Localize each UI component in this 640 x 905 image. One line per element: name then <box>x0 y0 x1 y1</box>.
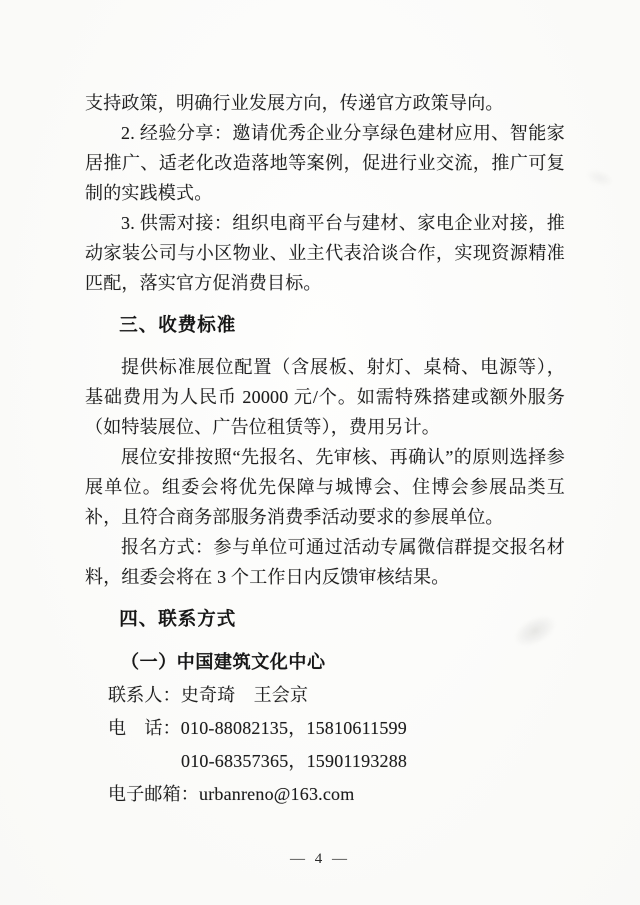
contact-email-line: 电子邮箱：urbanreno@163.com <box>108 784 355 804</box>
heading-fee-standard: 三、收费标准 <box>119 314 237 335</box>
contact-block <box>85 646 565 811</box>
page-number: — 4 — <box>290 851 350 867</box>
paragraph-supply-demand-matching: 3. 供需对接：组织电商平台与建材、家电企业对接，推动家装公司与小区物业、业主代表洽谈合作，实现资源精准匹配，落实官方促消费目标。 <box>85 213 565 293</box>
document-body <box>85 88 565 811</box>
contact-phone-line-2: 010-68357365，15901193288 <box>181 751 408 771</box>
contact-person-line: 联系人：史奇琦 王会京 <box>108 685 309 705</box>
paragraph-booth-arrangement: 展位安排按照“先报名、先审核、再确认”的原则选择参展单位。组委会将优先保障与城博会、住博会参展品类互补，且符合商务部服务消费季活动要求的参展单位。 <box>85 447 565 527</box>
contact-phone-line-1: 电 话：010-88082135，15810611599 <box>108 718 407 738</box>
paragraph-experience-sharing: 2. 经验分享：邀请优秀企业分享绿色建材应用、智能家居推广、适老化改造落地等案例，促进行业交流，推广可复制的实践模式。 <box>85 123 565 203</box>
heading-contact-info: 四、联系方式 <box>119 608 237 629</box>
scan-smudge-artifact-2 <box>583 165 617 190</box>
paragraph-policy-continuation: 支持政策，明确行业发展方向，传递官方政策导向。 <box>85 93 504 113</box>
contact-organization: （一）中国建筑文化中心 <box>121 652 326 672</box>
paragraph-registration-method: 报名方式：参与单位可通过活动专属微信群提交报名材料，组委会将在 3 个工作日内反馈审核结果。 <box>85 537 565 587</box>
paragraph-booth-configuration: 提供标准展位配置（含展板、射灯、桌椅、电源等），基础费用为人民币 20000 元/个。如需特殊搭建或额外服务（如特装展位、广告位租赁等），费用另计。 <box>85 357 565 437</box>
